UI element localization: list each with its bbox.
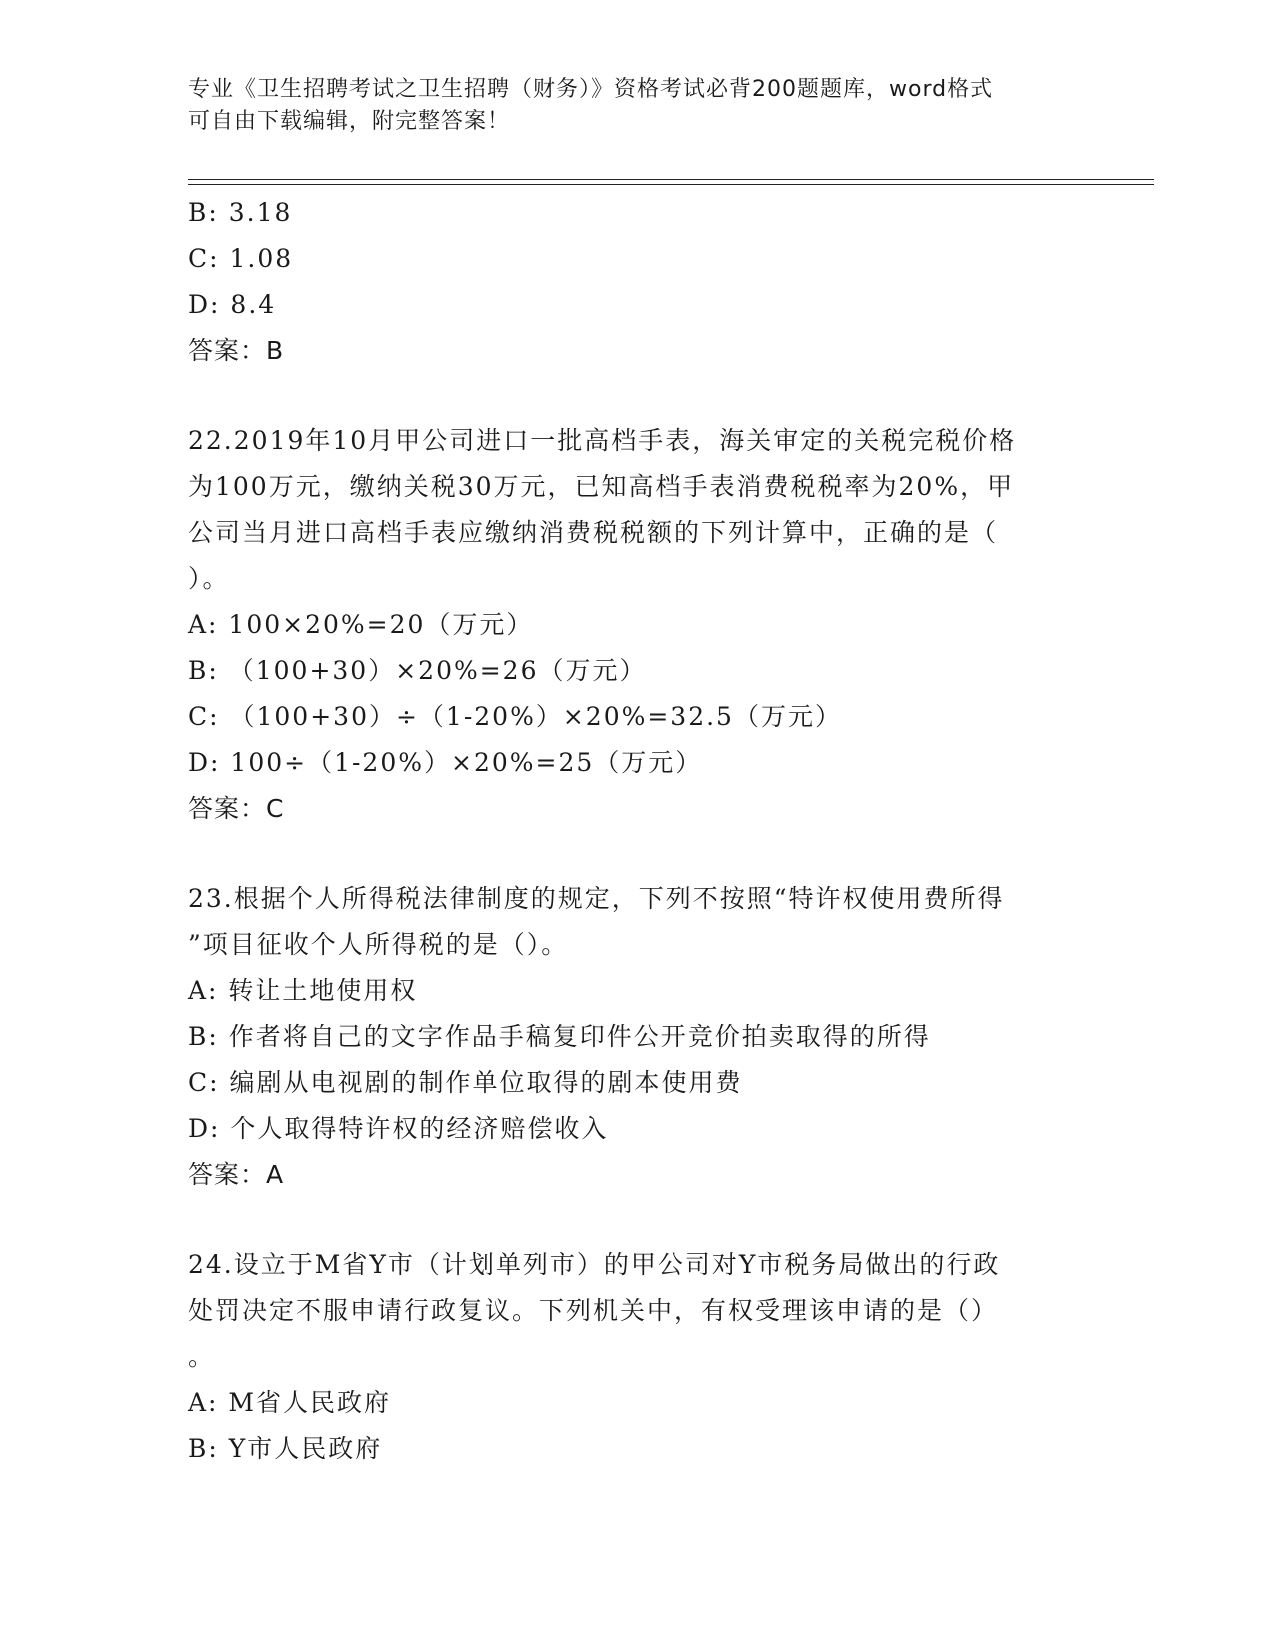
- question-text-line: ”项目征收个人所得税的是（）。: [188, 930, 569, 959]
- option-a: A: 转让土地使用权: [188, 976, 418, 1005]
- header-divider-bottom: [188, 184, 1154, 185]
- header-line-1: 专业《卫生招聘考试之卫生招聘（财务）》资格考试必背200题题库，word格式: [188, 77, 994, 102]
- option-a: A: M省人民政府: [188, 1388, 392, 1417]
- option-b: B: 作者将自己的文字作品手稿复印件公开竞价拍卖取得的所得: [188, 1022, 931, 1051]
- answer: 答案：A: [188, 1160, 285, 1189]
- question-text-line: 处罚决定不服申请行政复议。下列机关中，有权受理该申请的是（）: [188, 1296, 999, 1325]
- option-b: B: 3.18: [188, 198, 293, 227]
- question-text-line: 为100万元，缴纳关税30万元，已知高档手表消费税税率为20%，甲: [188, 472, 1015, 501]
- option-c: C: 编剧从电视剧的制作单位取得的剧本使用费: [188, 1068, 743, 1097]
- question-text-line: 。: [188, 1342, 216, 1371]
- option-a: A: 100×20%=20（万元）: [188, 610, 534, 639]
- answer: 答案：B: [188, 336, 285, 365]
- option-d: D: 8.4: [188, 290, 277, 319]
- document-header: [188, 74, 1088, 138]
- option-d: D: 100÷（1-20%）×20%=25（万元）: [188, 748, 703, 777]
- option-c: C: （100+30）÷（1-20%）×20%=32.5（万元）: [188, 702, 842, 731]
- option-c: C: 1.08: [188, 244, 294, 273]
- document-body: [188, 190, 1088, 1472]
- question-text-line: 23.根据个人所得税法律制度的规定，下列不按照“特许权使用费所得: [188, 884, 1005, 913]
- header-divider-top: [188, 179, 1154, 180]
- answer: 答案：C: [188, 794, 285, 823]
- question-text-line: 22.2019年10月甲公司进口一批高档手表，海关审定的关税完税价格: [188, 426, 1017, 455]
- option-b: B: Y市人民政府: [188, 1434, 383, 1463]
- question-24: [188, 1242, 1088, 1472]
- option-b: B: （100+30）×20%=26（万元）: [188, 656, 647, 685]
- question-22: [188, 418, 1088, 832]
- prev-question: [188, 190, 1088, 374]
- question-23: [188, 876, 1088, 1198]
- header-line-2: 可自由下载编辑，附完整答案！: [188, 109, 511, 134]
- question-text-line: ）。: [188, 564, 230, 593]
- question-text-line: 公司当月进口高档手表应缴纳消费税税额的下列计算中，正确的是（: [188, 518, 999, 547]
- question-text-line: 24.设立于M省Y市（计划单列市）的甲公司对Y市税务局做出的行政: [188, 1250, 1001, 1279]
- option-d: D: 个人取得特许权的经济赔偿收入: [188, 1114, 609, 1143]
